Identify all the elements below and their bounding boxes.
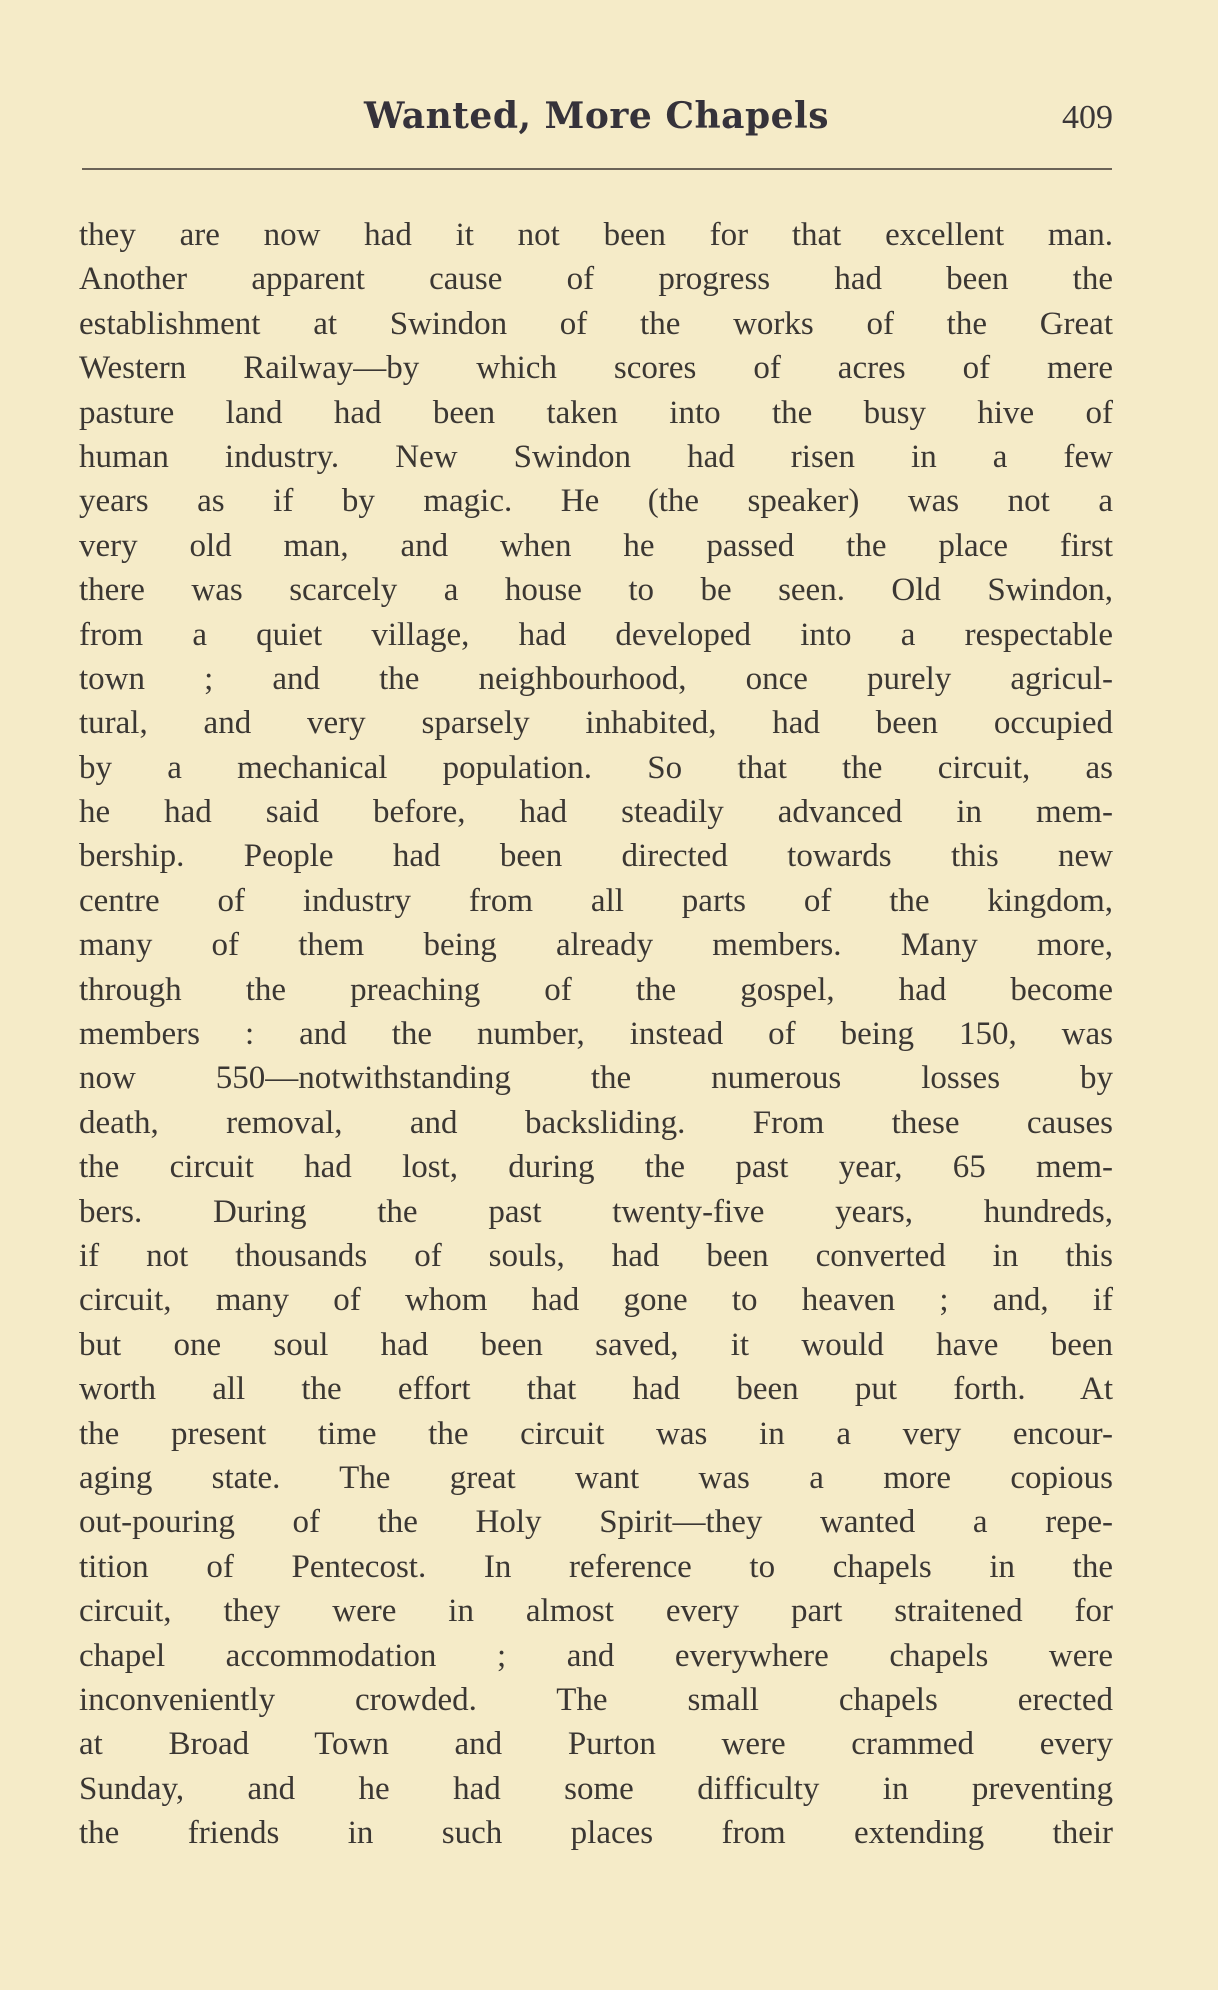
text-line: bers. During the past twenty-five years, hundreds, xyxy=(79,1193,1113,1230)
text-line: the present time the circuit was in a very encour- xyxy=(79,1415,1113,1452)
text-line: now 550—notwithstanding the numerous losses by xyxy=(79,1060,1113,1097)
body-text xyxy=(79,213,1113,1855)
text-line: but one soul had been saved, it would have been xyxy=(79,1326,1113,1363)
running-title: Wanted, More Chapels xyxy=(363,95,829,137)
text-line: years as if by magic. He (the speaker) was not a xyxy=(79,483,1113,520)
text-line: out-pouring of the Holy Spirit—they wanted a repe- xyxy=(79,1504,1113,1541)
text-line: chapel accommodation ; and everywhere chapels were xyxy=(79,1637,1113,1674)
text-line: at Broad Town and Purton were crammed every xyxy=(79,1726,1113,1763)
text-line: Sunday, and he had some difficulty in preventing xyxy=(79,1770,1113,1807)
text-line: centre of industry from all parts of the kingdom, xyxy=(79,882,1113,919)
text-line: through the preaching of the gospel, had become xyxy=(79,971,1113,1008)
text-line: members : and the number, instead of being 150, was xyxy=(79,1016,1113,1053)
text-line: there was scarcely a house to be seen. Old Swindon, xyxy=(79,572,1113,609)
text-line: town ; and the neighbourhood, once purely agricul- xyxy=(79,660,1113,697)
text-line: tition of Pentecost. In reference to chapels in the xyxy=(79,1548,1113,1585)
text-line: human industry. New Swindon had risen in a few xyxy=(79,438,1113,475)
text-line: if not thousands of souls, had been converted in this xyxy=(79,1237,1113,1274)
text-line: inconveniently crowded. The small chapels erected xyxy=(79,1681,1113,1718)
header-rule xyxy=(82,168,1112,170)
text-line: bership. People had been directed towards this new xyxy=(79,838,1113,875)
text-line: he had said before, had steadily advanced in mem- xyxy=(79,794,1113,831)
text-line: death, removal, and backsliding. From these causes xyxy=(79,1104,1113,1141)
text-line: pasture land had been taken into the busy hive of xyxy=(79,394,1113,431)
text-line: the friends in such places from extending their xyxy=(79,1815,1113,1852)
text-line: circuit, they were in almost every part straitened for xyxy=(79,1593,1113,1630)
text-line: from a quiet village, had developed into a respectable xyxy=(79,616,1113,653)
text-line: they are now had it not been for that excellent man. xyxy=(79,217,1113,253)
text-line: many of them being already members. Many more, xyxy=(79,927,1113,964)
text-line: establishment at Swindon of the works of the Great xyxy=(79,305,1113,342)
text-line: the circuit had lost, during the past year, 65 mem- xyxy=(79,1149,1113,1186)
text-line: worth all the effort that had been put forth. At xyxy=(79,1371,1113,1408)
text-line: Western Railway—by which scores of acres of mere xyxy=(79,350,1113,387)
text-line: circuit, many of whom had gone to heaven ; and, if xyxy=(79,1282,1113,1319)
text-line: by a mechanical population. So that the circuit, as xyxy=(79,749,1113,786)
text-line: Another apparent cause of progress had been the xyxy=(79,261,1113,298)
text-line: very old man, and when he passed the place first xyxy=(79,527,1113,564)
page-header xyxy=(80,95,1113,145)
text-line: tural, and very sparsely inhabited, had been occupied xyxy=(79,705,1113,742)
page-number: 409 xyxy=(1062,99,1113,136)
text-line: aging state. The great want was a more copious xyxy=(79,1459,1113,1496)
